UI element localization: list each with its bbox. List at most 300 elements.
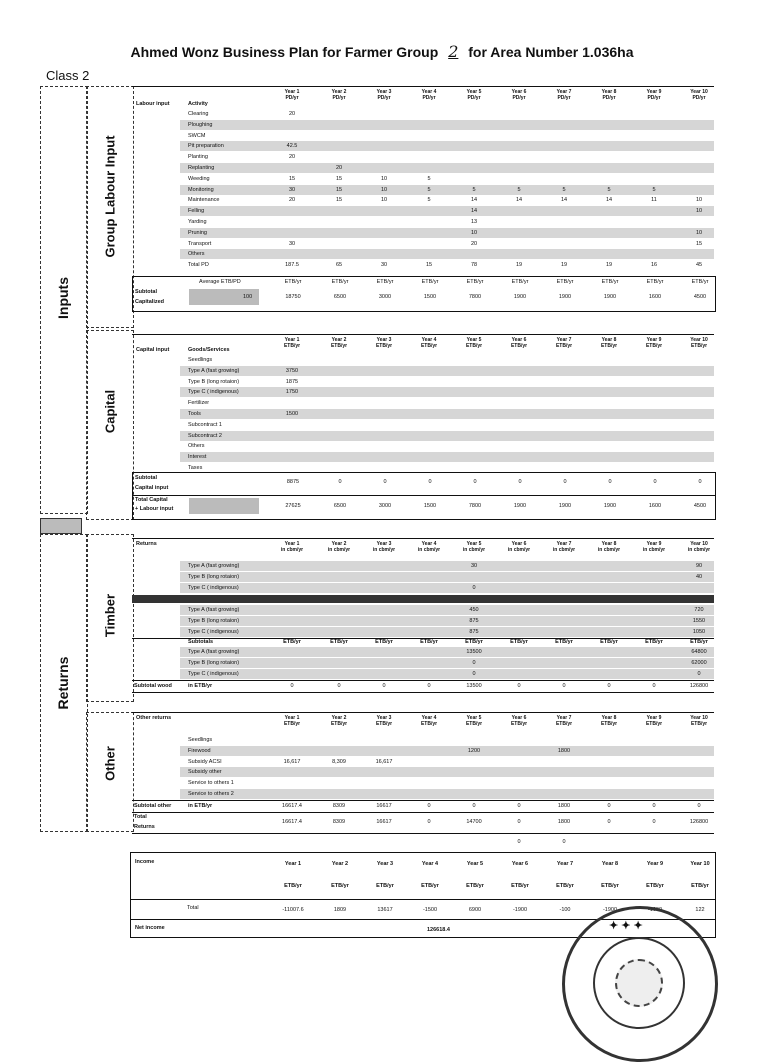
total-value: 1900 <box>603 503 617 509</box>
row-value: 450 <box>469 607 479 613</box>
total-value: 0 <box>517 683 521 689</box>
year-label: Year 3 <box>376 861 394 867</box>
total-value: 7800 <box>468 294 482 300</box>
table-row <box>180 131 714 141</box>
unit-label: PD/yr <box>332 95 346 101</box>
total-capital-label: Total Capital <box>135 497 168 503</box>
year-label: Year 3 <box>376 541 392 547</box>
row-label: Seedlings <box>188 357 213 363</box>
total-value: 0 <box>427 803 431 809</box>
inputs-label: Inputs <box>55 277 71 319</box>
row-value: 5 <box>427 186 431 193</box>
year-header <box>634 89 674 101</box>
capital-label: Capital <box>102 389 118 434</box>
row-value: 20 <box>470 240 478 247</box>
row-label: Type B (long rotaion) <box>188 378 240 385</box>
row-value: 0 <box>472 670 476 677</box>
returns-total-label: Returns <box>134 824 155 830</box>
unit-label: ETB/yr <box>421 279 439 285</box>
returns-col-label: Returns <box>136 541 157 547</box>
unit-label: ETB/yr <box>330 721 348 727</box>
year-label: Year 10 <box>690 861 710 867</box>
total-value: 0 <box>652 683 656 689</box>
unit-label: in cbm/yr <box>642 547 666 553</box>
row-label: Type A (fast growing) <box>188 367 240 374</box>
year-header <box>634 715 674 727</box>
row-label: Type C ( indigenous) <box>188 628 239 635</box>
row-value: 5 <box>607 186 611 193</box>
row-value: 30 <box>288 186 296 193</box>
unit-label: ETB/yr <box>645 721 663 727</box>
total-value: 14700 <box>466 819 482 825</box>
year-label: Year 8 <box>601 541 617 547</box>
activity-col-label: Activity <box>188 101 208 107</box>
total-value: 1500 <box>423 503 437 509</box>
unit-label: ETB/yr <box>511 279 529 285</box>
year-label: Year 1 <box>284 89 300 95</box>
table-row <box>180 767 714 777</box>
year-label: Year 6 <box>511 337 527 343</box>
row-value: 78 <box>470 262 478 269</box>
year-label: Year 6 <box>511 861 529 867</box>
year-header <box>319 541 359 553</box>
row-value: 19 <box>605 262 613 269</box>
row-value: 10 <box>695 208 703 215</box>
total-value: 0 <box>518 479 522 485</box>
row-label: Taxes <box>188 465 203 471</box>
row-value: 20 <box>288 111 296 117</box>
unit-label: PD/yr <box>422 95 436 101</box>
row-value: 5 <box>517 186 521 193</box>
total-value: 16617.4 <box>282 819 302 825</box>
subtotal-label: Subtotal <box>135 289 157 295</box>
year-label: Year 8 <box>601 337 617 343</box>
row-label: Subcontract 2 <box>188 432 222 439</box>
table-row <box>180 355 714 365</box>
year-header <box>634 337 674 349</box>
row-value: 20 <box>335 165 343 171</box>
row-label: Type B (long rotaion) <box>188 573 240 580</box>
row-value: 5 <box>562 186 566 193</box>
unit-label: ETB/yr <box>284 883 302 889</box>
table-row <box>180 583 714 593</box>
table-row <box>180 377 714 387</box>
year-label: Year 9 <box>646 89 662 95</box>
total-value: 8875 <box>286 479 300 485</box>
unit-label: ETB/yr <box>330 639 348 645</box>
total-value: 8309 <box>332 803 346 809</box>
year-label: Year 10 <box>690 541 708 547</box>
row-value: 14 <box>515 197 523 204</box>
total-value: 1600 <box>648 294 662 300</box>
total-value: 0 <box>652 819 656 825</box>
row-label: Felling <box>188 208 205 215</box>
total-value: -1900 <box>512 907 528 913</box>
year-label: Year 7 <box>556 715 572 721</box>
net-income-label: Net income <box>135 925 165 931</box>
row-value: 10 <box>380 197 388 204</box>
year-header <box>499 541 539 553</box>
unit-label: PD/yr <box>377 95 391 101</box>
total-value: -1900 <box>602 907 618 913</box>
capital-input-table <box>132 334 714 473</box>
unit-label: PD/yr <box>647 95 661 101</box>
capital-subtotal-table <box>132 472 716 520</box>
year-label: Year 9 <box>646 861 664 867</box>
unit-label: in cbm/yr <box>372 547 396 553</box>
total-value: 0 <box>427 819 431 825</box>
year-label: Year 1 <box>284 337 300 343</box>
year-label: Year 5 <box>466 861 484 867</box>
row-label: Type A (fast growing) <box>188 649 240 655</box>
row-value: 0 <box>562 839 566 845</box>
total-value: -1500 <box>422 907 438 913</box>
year-header <box>454 89 494 101</box>
row-value: 5 <box>652 186 656 193</box>
total-value: 0 <box>428 479 432 485</box>
total-value: 6500 <box>333 503 347 509</box>
year-label: Year 6 <box>511 541 527 547</box>
row-value: 13500 <box>466 649 482 655</box>
total-value: 0 <box>382 683 386 689</box>
timber-label: Timber <box>102 593 118 638</box>
total-value: 1900 <box>513 294 527 300</box>
year-header <box>544 89 584 101</box>
total-value: 0 <box>337 683 341 689</box>
row-value: 1500 <box>285 411 299 417</box>
subtotals-label: Subtotals <box>188 639 214 645</box>
unit-label: PD/yr <box>557 95 571 101</box>
row-value: 62000 <box>691 659 707 666</box>
total-value: 0 <box>607 683 611 689</box>
total-value: 0 <box>608 479 612 485</box>
row-label: Interest <box>188 454 207 461</box>
unit-label: in cbm/yr <box>417 547 441 553</box>
year-label: Year 6 <box>511 715 527 721</box>
row-value: 15 <box>288 175 296 182</box>
unit-label: ETB/yr <box>510 343 528 349</box>
table-row <box>180 757 714 767</box>
row-label: Pit preparation <box>188 143 224 150</box>
total-value: 1600 <box>648 503 662 509</box>
table-row <box>180 735 714 745</box>
page-title <box>0 42 764 61</box>
year-label: Year 8 <box>601 715 617 721</box>
table-row <box>180 746 714 756</box>
row-value: 11 <box>651 197 657 204</box>
year-header <box>319 337 359 349</box>
year-label: Year 9 <box>646 715 662 721</box>
row-value: 8,309 <box>332 758 346 765</box>
unit-label: ETB/yr <box>555 343 573 349</box>
total-value: 0 <box>653 479 657 485</box>
unit-label: PD/yr <box>285 95 299 101</box>
row-value: 1200 <box>467 747 481 754</box>
year-header <box>454 337 494 349</box>
row-value: 42.5 <box>286 143 298 150</box>
row-value: 10 <box>380 186 388 193</box>
row-value: 10 <box>380 175 388 182</box>
unit-label: ETB/yr <box>466 883 484 889</box>
total-value: 8309 <box>332 819 346 825</box>
total-value: 4500 <box>693 294 707 300</box>
row-value: 1750 <box>285 389 299 396</box>
unit-label: ETB/yr <box>600 721 618 727</box>
year-header <box>589 541 629 553</box>
row-label: Monitoring <box>188 186 214 193</box>
row-value: 720 <box>694 607 704 613</box>
row-value: 0 <box>472 584 476 591</box>
year-label: Year 3 <box>376 337 392 343</box>
unit-label: ETB/yr <box>465 639 483 645</box>
row-value: 30 <box>470 563 478 569</box>
year-header <box>589 337 629 349</box>
year-header <box>679 337 719 349</box>
year-header <box>499 715 539 727</box>
divider-line <box>132 833 714 834</box>
row-label: Subsidy ACSI <box>188 758 222 765</box>
unit-label: ETB/yr <box>330 343 348 349</box>
year-header <box>364 715 404 727</box>
year-label: Year 5 <box>466 337 482 343</box>
subtotal-label: Subtotal <box>135 475 157 481</box>
subtotal-other-unit: in ETB/yr <box>188 803 213 809</box>
row-label: Subcontract 1 <box>188 421 222 428</box>
unit-label: ETB/yr <box>466 279 484 285</box>
year-header <box>409 541 449 553</box>
row-value: 3750 <box>285 367 299 374</box>
row-label: Service to others 2 <box>188 791 234 797</box>
unit-label: ETB/yr <box>690 721 708 727</box>
row-label: Yarding <box>188 219 207 225</box>
table-row <box>180 409 714 419</box>
row-value: 875 <box>469 617 479 624</box>
other-returns-table <box>132 712 714 855</box>
total-value: -1600 <box>647 907 663 913</box>
table-row <box>180 152 714 162</box>
total-value: 7800 <box>468 503 482 509</box>
year-header <box>454 541 494 553</box>
year-label: Year 4 <box>421 715 437 721</box>
row-value: 13 <box>470 219 478 225</box>
year-label: Year 8 <box>601 861 619 867</box>
row-value: 1800 <box>557 747 571 754</box>
year-label: Year 3 <box>376 89 392 95</box>
total-value: 16617 <box>376 803 392 809</box>
row-value: 20 <box>288 154 296 161</box>
row-value: 14 <box>470 208 478 215</box>
total-value: 0 <box>562 683 566 689</box>
row-value: 64800 <box>691 649 707 655</box>
row-label: Type B (long rotaion) <box>188 617 240 624</box>
unit-label: ETB/yr <box>555 721 573 727</box>
unit-label: ETB/yr <box>600 343 618 349</box>
total-value: 0 <box>607 819 611 825</box>
unit-label: ETB/yr <box>691 883 709 889</box>
unit-label: ETB/yr <box>600 639 618 645</box>
row-value: 15 <box>335 186 343 193</box>
year-label: Year 1 <box>284 541 300 547</box>
row-value: 16,617 <box>283 758 301 765</box>
table-row <box>180 366 714 376</box>
year-label: Year 8 <box>601 89 617 95</box>
year-label: Year 9 <box>646 337 662 343</box>
unit-label: ETB/yr <box>421 883 439 889</box>
row-label: Planting <box>188 154 208 161</box>
total-value: 18750 <box>285 294 301 300</box>
row-value: 45 <box>695 262 703 269</box>
row-label: Type C ( indigenous) <box>188 584 239 591</box>
total-value: 27625 <box>285 503 301 509</box>
total-value: 3000 <box>378 294 392 300</box>
year-header <box>409 89 449 101</box>
year-label: Year 4 <box>421 89 437 95</box>
year-header <box>364 541 404 553</box>
row-label: Total PD <box>188 262 209 269</box>
row-label: Weeding <box>188 175 210 182</box>
year-label: Year 7 <box>556 861 574 867</box>
total-value: -100 <box>559 907 571 913</box>
year-label: Year 10 <box>690 715 708 721</box>
unit-label: ETB/yr <box>646 883 664 889</box>
table-row <box>180 431 714 441</box>
total-label: Total <box>187 905 199 911</box>
year-header <box>409 715 449 727</box>
table-row <box>180 420 714 430</box>
net-income-value: 126618.4 <box>427 927 450 933</box>
year-header <box>544 337 584 349</box>
year-label: Year 9 <box>646 541 662 547</box>
labour-subtotal-table <box>132 276 716 312</box>
table-row <box>180 120 714 130</box>
table-row <box>180 239 714 249</box>
table-row <box>180 206 714 216</box>
income-label: Income <box>135 859 155 865</box>
row-value: 14 <box>470 197 478 204</box>
total-value: 1500 <box>423 294 437 300</box>
row-label: Type A (fast growing) <box>188 563 240 569</box>
year-label: Year 7 <box>556 337 572 343</box>
total-value: 13617 <box>377 907 393 913</box>
table-row <box>180 398 714 408</box>
year-header <box>409 337 449 349</box>
unit-label: ETB/yr <box>283 639 301 645</box>
row-value: 0 <box>517 839 521 845</box>
row-label: Maintenance <box>188 197 220 204</box>
unit-label: ETB/yr <box>331 279 349 285</box>
row-label: Firewood <box>188 747 211 754</box>
unit-label: ETB/yr <box>375 639 393 645</box>
table-row <box>180 561 714 571</box>
total-value: -11007.6 <box>282 907 304 913</box>
table-row <box>180 109 714 119</box>
year-header <box>589 89 629 101</box>
total-value: 0 <box>338 479 342 485</box>
row-value: 875 <box>469 628 479 635</box>
unit-label: PD/yr <box>512 95 526 101</box>
official-stamp: ✦ ✦ ✦ <box>562 906 718 1062</box>
subtotal-wood-label: Subtotal wood <box>134 683 172 689</box>
unit-label: ETB/yr <box>376 883 394 889</box>
subtotal-wood-unit: in ETB/yr <box>188 683 213 689</box>
year-header <box>272 715 312 727</box>
year-header <box>499 337 539 349</box>
year-header <box>589 715 629 727</box>
table-row <box>180 141 714 151</box>
row-label: Type A (fast growing) <box>188 607 240 613</box>
total-value: 1900 <box>603 294 617 300</box>
unit-label: ETB/yr <box>420 343 438 349</box>
year-header <box>272 337 312 349</box>
table-row <box>180 163 714 173</box>
row-value: 20 <box>288 197 296 204</box>
row-value: 14 <box>560 197 568 204</box>
total-value: 122 <box>695 907 705 913</box>
row-label: Seedlings <box>188 737 213 743</box>
row-label: Type C ( indigenous) <box>188 389 239 396</box>
year-label: Year 2 <box>331 715 347 721</box>
avg-value: 100 <box>243 294 253 300</box>
unit-label: ETB/yr <box>556 883 574 889</box>
separator-box <box>40 518 82 534</box>
row-label: Type B (long rotaion) <box>188 659 240 666</box>
unit-label: in cbm/yr <box>687 547 711 553</box>
other-label: Other <box>102 746 118 781</box>
table-row <box>180 228 714 238</box>
unit-label: ETB/yr <box>420 721 438 727</box>
total-value: 0 <box>383 479 387 485</box>
year-label: Year 2 <box>331 861 349 867</box>
year-header <box>272 541 312 553</box>
total-value: 1900 <box>558 294 572 300</box>
total-input-field[interactable] <box>189 498 259 514</box>
row-value: 10 <box>695 229 703 236</box>
year-label: Year 5 <box>466 715 482 721</box>
divider-bar <box>132 595 714 603</box>
year-header <box>634 541 674 553</box>
row-value: 187.5 <box>285 262 299 269</box>
row-value: 15 <box>335 175 343 182</box>
total-value: 0 <box>698 479 702 485</box>
unit-label: ETB/yr <box>645 343 663 349</box>
year-header <box>272 89 312 101</box>
goods-col-label: Goods/Services <box>188 347 230 353</box>
unit-label: ETB/yr <box>555 639 573 645</box>
table-row <box>180 627 714 637</box>
row-value: 5 <box>427 197 431 204</box>
row-value: 5 <box>427 175 431 182</box>
labour-col-label: Labour input <box>136 101 170 107</box>
row-label: SWCM <box>188 132 206 139</box>
row-value: 10 <box>470 229 478 236</box>
total-value: 126800 <box>689 683 709 689</box>
row-value: 90 <box>695 563 703 569</box>
total-value: 16617.4 <box>282 803 302 809</box>
total-value: 1809 <box>333 907 347 913</box>
other-col-label: Other returns <box>136 715 172 721</box>
row-label: Transport <box>188 240 212 247</box>
table-row <box>180 778 714 788</box>
year-label: Year 5 <box>466 89 482 95</box>
table-row <box>180 616 714 626</box>
labour-input-table <box>132 86 714 269</box>
row-value: 16 <box>650 262 658 269</box>
year-header <box>544 715 584 727</box>
year-label: Year 7 <box>556 541 572 547</box>
row-label: Service to others 1 <box>188 780 234 787</box>
total-value: 13500 <box>466 683 482 689</box>
table-row <box>180 441 714 451</box>
